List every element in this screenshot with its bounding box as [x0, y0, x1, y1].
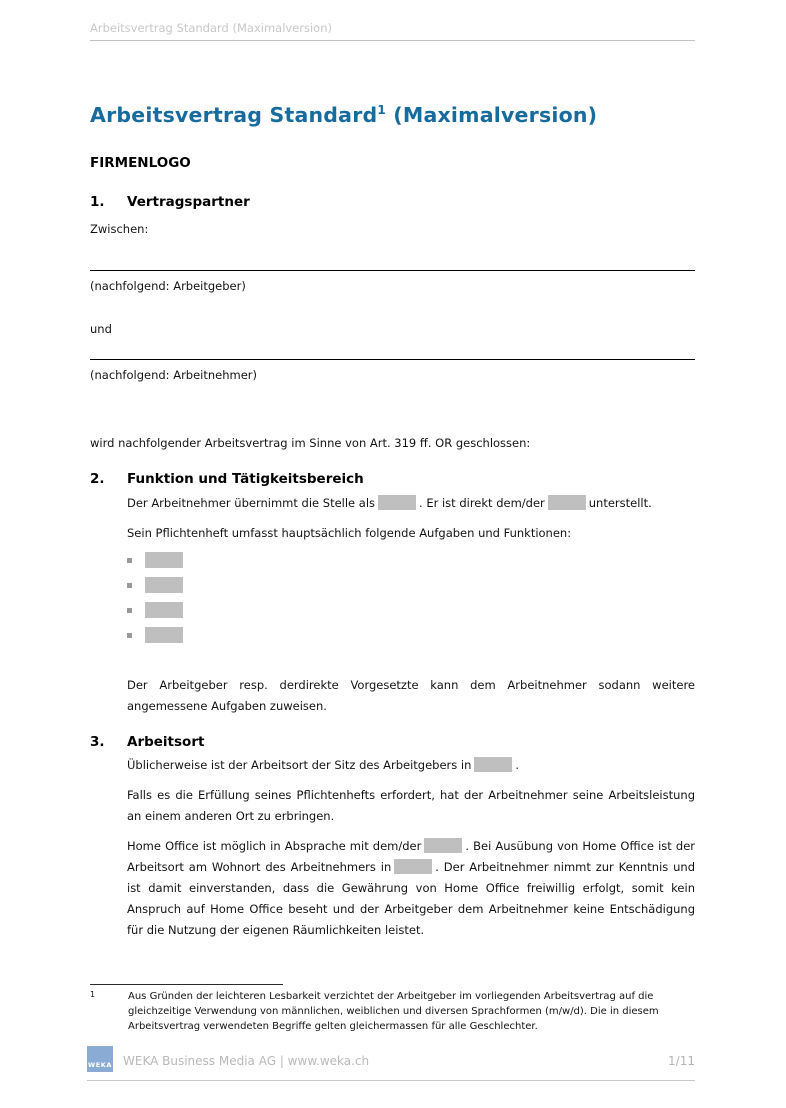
document-title-text: Arbeitsvertrag Standard	[90, 103, 378, 127]
workplace-paragraph	[127, 757, 695, 774]
duty-placeholder-field[interactable]	[145, 627, 183, 643]
square-bullet-icon	[127, 608, 132, 613]
section-2-number: 2.	[90, 471, 105, 487]
and-label: und	[90, 322, 112, 336]
position-text-3: unterstellt.	[588, 496, 652, 510]
footnote-number: 1	[90, 990, 96, 999]
weka-logo-icon	[87, 1046, 113, 1072]
weka-logo-text: WEKA	[87, 1061, 113, 1069]
between-label: Zwischen:	[90, 222, 149, 236]
footnote-text: Aus Gründen der leichteren Lesbarkeit verzichtet der Arbeitgeber im vorliegenden Arbeitsvertrag auf die gleichzeitige Verwendung von männlichen, weiblichen und diversen Sprachformen (m/w/d). Die in diesem Arbeitsvertrag verwendeten Begriffe gelten gleichermassen für alle Geschlechter.	[128, 991, 659, 1032]
home-office-paragraph	[127, 836, 695, 941]
workplace-location-placeholder-field[interactable]	[474, 757, 512, 772]
duty-placeholder-field[interactable]	[145, 602, 183, 618]
position-text-2: . Er ist direkt dem/der	[419, 496, 545, 510]
additional-duties-paragraph: Der Arbeitgeber resp. derdirekte Vorgesetzte kann dem Arbeitnehmer sodann weitere angemessene Aufgaben zuweisen.	[127, 678, 695, 713]
home-office-text-3: . Der Arbeitnehmer nimmt zur Kenntnis und ist damit einverstanden, dass die Gewährung von Home Office freiwillig erfolgt, somit kein Anspruch auf Home Office beseht und der Arbeitgeber dem Arbeitnehmer keine Entschädigung für die Nutzung der eigenen Räumlichkeiten leistet.	[127, 860, 695, 937]
document-title-suffix: (Maximalversion)	[385, 103, 598, 127]
footnote	[90, 989, 695, 1034]
position-placeholder-field[interactable]	[378, 495, 416, 510]
employer-caption: (nachfolgend: Arbeitgeber)	[90, 279, 246, 293]
list-item	[127, 627, 695, 643]
employer-fill-line	[90, 270, 695, 271]
home-office-location-placeholder-field[interactable]	[394, 859, 432, 874]
section-3-number: 3.	[90, 734, 105, 750]
company-logo-placeholder: FIRMENLOGO	[90, 155, 191, 171]
contract-intro-sentence: wird nachfolgender Arbeitsvertrag im Sinne von Art. 319 ff. OR geschlossen:	[90, 436, 531, 450]
home-office-text-1: Home Office ist möglich in Absprache mit dem/der	[127, 839, 422, 853]
list-item	[127, 602, 695, 618]
supervisor-placeholder-field[interactable]	[548, 495, 586, 510]
square-bullet-icon	[127, 633, 132, 638]
square-bullet-icon	[127, 558, 132, 563]
duties-bullet-list	[127, 552, 695, 643]
footnote-separator-line	[90, 984, 283, 985]
home-office-approver-placeholder-field[interactable]	[424, 838, 462, 853]
footer-company-line: WEKA Business Media AG | www.weka.ch	[123, 1054, 370, 1068]
square-bullet-icon	[127, 583, 132, 588]
footnote-area	[90, 984, 695, 1034]
document-title	[90, 103, 695, 127]
workplace-text-2: .	[515, 758, 520, 772]
duty-placeholder-field[interactable]	[145, 552, 183, 568]
page-content	[90, 0, 695, 941]
section-1-title: Vertragspartner	[127, 194, 250, 210]
other-location-paragraph: Falls es die Erfüllung seines Pflichtenhefts erfordert, hat der Arbeitnehmer seine Arbeitsleistung an einem anderen Ort zu erbringen.	[127, 788, 695, 823]
home-office-text-2: . Bei Ausübung von Home Office ist der Arbeitsort am Wohnort des Arbeitnehmers in	[127, 839, 695, 874]
title-footnote-reference: 1	[377, 103, 386, 118]
position-text-1: Der Arbeitnehmer übernimmt die Stelle als	[127, 496, 376, 510]
workplace-text-1: Üblicherweise ist der Arbeitsort der Sitz des Arbeitgebers in	[127, 758, 472, 772]
running-header-title: Arbeitsvertrag Standard (Maximalversion)	[90, 21, 332, 35]
section-2-heading	[90, 471, 695, 487]
list-item	[127, 577, 695, 593]
section-2-title: Funktion und Tätigkeitsbereich	[127, 471, 364, 487]
list-item	[127, 552, 695, 568]
employee-fill-line	[90, 359, 695, 360]
duty-placeholder-field[interactable]	[145, 577, 183, 593]
position-paragraph	[127, 495, 695, 512]
page-number: 1/11	[668, 1054, 695, 1068]
duties-intro-paragraph: Sein Pflichtenheft umfasst hauptsächlich folgende Aufgaben und Funktionen:	[127, 526, 572, 540]
section-3-heading	[90, 734, 695, 750]
page-footer	[87, 1046, 695, 1081]
section-3-title: Arbeitsort	[127, 734, 205, 750]
running-header	[90, 0, 695, 41]
section-1-number: 1.	[90, 194, 105, 210]
employee-caption: (nachfolgend: Arbeitnehmer)	[90, 368, 258, 382]
section-1-heading	[90, 194, 695, 210]
